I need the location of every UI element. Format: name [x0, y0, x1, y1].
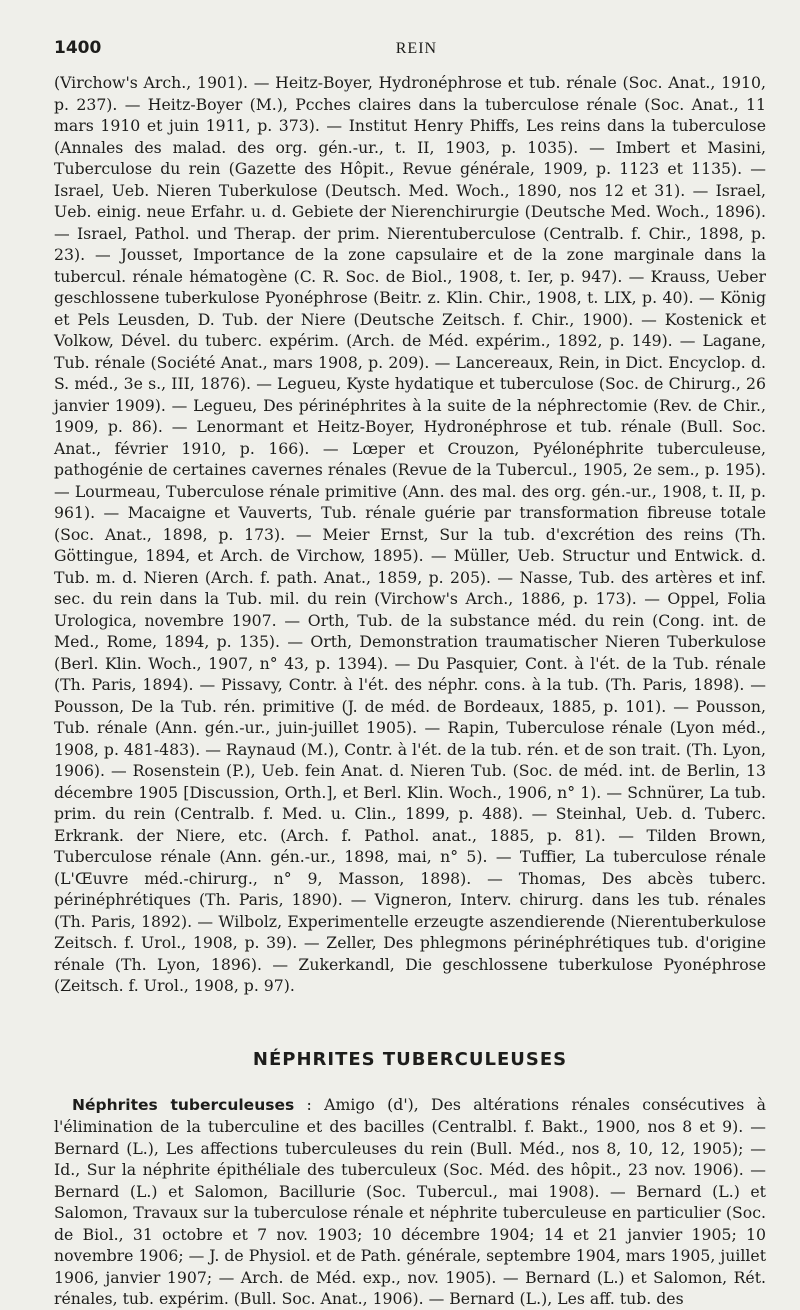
- entry-lead: Néphrites tuberculeuses: [72, 1095, 295, 1114]
- section-title: NÉPHRITES TUBERCULEUSES: [252, 1048, 568, 1070]
- entry-text: : Amigo (d'), Des altérations rénales consécutives à l'élimination de la tuberculine et des bacilles (Centralbl. f. Bakt., 1900, nos 8 et 9). — Bernard (L.), Les affections tuberculeuses du rein (Bull. Méd., nos 8, 10, 12, 1905); — Id., Sur la néphrite épithéliale des tuberculeux (Soc. Méd. des hôpit., 23 nov. 1906). — Bernard (L.) et Salomon, Bacillurie (Soc. Tubercul., mai 1908). — Bernard (L.) et Salomon, Travaux sur la tuberculose rénale et néphrite tuberculeuse en particulier (Soc. de Biol., 31 octobre et 7 nov. 1903; 10 décembre 1904; 14 et 21 janvier 1905; 10 novembre 1906; — J. de Physiol. et de Path. générale, septembre 1904, mars 1905, juillet 1906, janvier 1907; — Arch. de Méd. exp., nov. 1905). — Bernard (L.) et Salomon, Rét. rénales, tub. expérim. (Bull. Soc. Anat., 1906). — Bernard (L.), Les aff. tub. des: [54, 1094, 766, 1308]
- bibliography-entry: [54, 1094, 766, 1310]
- page-header: [54, 38, 766, 66]
- page-number: 1400: [54, 38, 102, 58]
- bibliography-paragraph: (Virchow's Arch., 1901). — Heitz-Boyer, Hydronéphrose et tub. rénale (Soc. Anat., 1910, p. 237). — Heitz-Boyer (M.), Pcches claires dans la tuberculose rénale (Soc. Anat., 11 mars 1910 et juin 1911, p. 373). — Institut Henry Phiffs, Les reins dans la tuberculose (Annales des malad. des org. gén.-ur., t. II, 1903, p. 1035). — Imbert et Masini, Tuberculose du rein (Gazette des Hôpit., Revue générale, 1909, p. 1123 et 1135). — Israel, Ueb. Nieren Tuberkulose (Deutsch. Med. Woch., 1890, nos 12 et 31). — Israel, Ueb. einig. neue Erfahr. u. d. Gebiete der Nierenchirurgie (Deutsche Med. Woch., 1896). — Israel, Pathol. und Therap. der prim. Nierentuberculose (Centralb. f. Chir., 1898, p. 23). — Jousset, Importance de la zone capsulaire et de la zone marginale dans la tubercul. rénale hématogène (C. R. Soc. de Biol., 1908, t. Ier, p. 947). — Krauss, Ueber geschlossene tuberkulose Pyonéphrose (Beitr. z. Klin. Chir., 1908, t. LIX, p. 40). — König et Pels Leusden, D. Tub. der Niere (Deutsche Zeitsch. f. Chir., 1900). — Kostenick et Volkow, Dével. du tuberc. expérim. (Arch. de Méd. expérim., 1892, p. 149). — Lagane, Tub. rénale (Société Anat., mars 1908, p. 209). — Lancereaux, Rein, in Dict. Encyclop. d. S. méd., 3e s., III, 1876). — Legueu, Kyste hydatique et tuberculose (Soc. de Chirurg., 26 janvier 1909). — Legueu, Des périnéphrites à la suite de la néphrectomie (Rev. de Chir., 1909, p. 86). — Lenormant et Heitz-Boyer, Hydronéphrose et tub. rénale (Bull. Soc. Anat., février 1910, p. 166). — Lœper et Crouzon, Pyélonéphrite tuberculeuse, pathogénie de certaines cavernes rénales (Revue de la Tubercul., 1905, 2e sem., p. 195). — Lourmeau, Tuberculose rénale primitive (Ann. des mal. des org. gén.-ur., 1908, t. II, p. 961). — Macaigne et Vauverts, Tub. rénale guérie par transformation fibreuse totale (Soc. Anat., 1898, p. 173). — Meier Ernst, Sur la tub. d'excrétion des reins (Th. Göttingue, 1894, et Arch. de Virchow, 1895). — Müller, Ueb. Structur und Entwick. d. Tub. m. d. Nieren (Arch. f. path. Anat., 1859, p. 205). — Nasse, Tub. des artères et inf. sec. du rein dans la Tub. mil. du rein (Virchow's Arch., 1886, p. 173). — Oppel, Folia Urologica, novembre 1907. — Orth, Tub. de la substance méd. du rein (Cong. int. de Med., Rome, 1894, p. 135). — Orth, Demonstration traumatischer Nieren Tuberkulose (Berl. Klin. Woch., 1907, n° 43, p. 1394). — Du Pasquier, Cont. à l'ét. de la Tub. rénale (Th. Paris, 1894). — Pissavy, Contr. à l'ét. des néphr. cons. à la tub. (Th. Paris, 1898). — Pousson, De la Tub. rén. primitive (J. de méd. de Bordeaux, 1885, p. 101). — Pousson, Tub. rénale (Ann. gén.-ur., juin-juillet 1905). — Rapin, Tuberculose rénale (Lyon méd., 1908, p. 481-483). — Raynaud (M.), Contr. à l'ét. de la tub. rén. et de son trait. (Th. Lyon, 1906). — Rosenstein (P.), Ueb. fein Anat. d. Nieren Tub. (Soc. de méd. int. de Berlin, 13 décembre 1905 [Discussion, Orth.], et Berl. Klin. Woch., 1906, n° 1). — Schnürer, La tub. prim. du rein (Centralb. f. Med. u. Clin., 1899, p. 488). — Steinhal, Ueb. d. Tuberc. Erkrank. der Niere, etc. (Arch. f. Pathol. anat., 1885, p. 81). — Tilden Brown, Tuberculose rénale (Ann. gén.-ur., 1898, mai, n° 5). — Tuffier, La tuberculose rénale (L'Œuvre méd.-chirurg., n° 9, Masson, 1898). — Thomas, Des abcès tuberc. périnéphrétiques (Th. Paris, 1890). — Vigneron, Interv. chirurg. dans les tub. rénales (Th. Paris, 1892). — Wilbolz, Experimentelle erzeugte aszendierende (Nierentuberkulose Zeitsch. f. Urol., 1908, p. 39). — Zeller, Des phlegmons périnéphrétiques tub. d'origine rénale (Th. Lyon, 1896). — Zukerkandl, Die geschlossene tuberkulose Pyonéphrose (Zeitsch. f. Urol., 1908, p. 97).: [54, 73, 767, 995]
- running-title: REIN: [395, 40, 438, 57]
